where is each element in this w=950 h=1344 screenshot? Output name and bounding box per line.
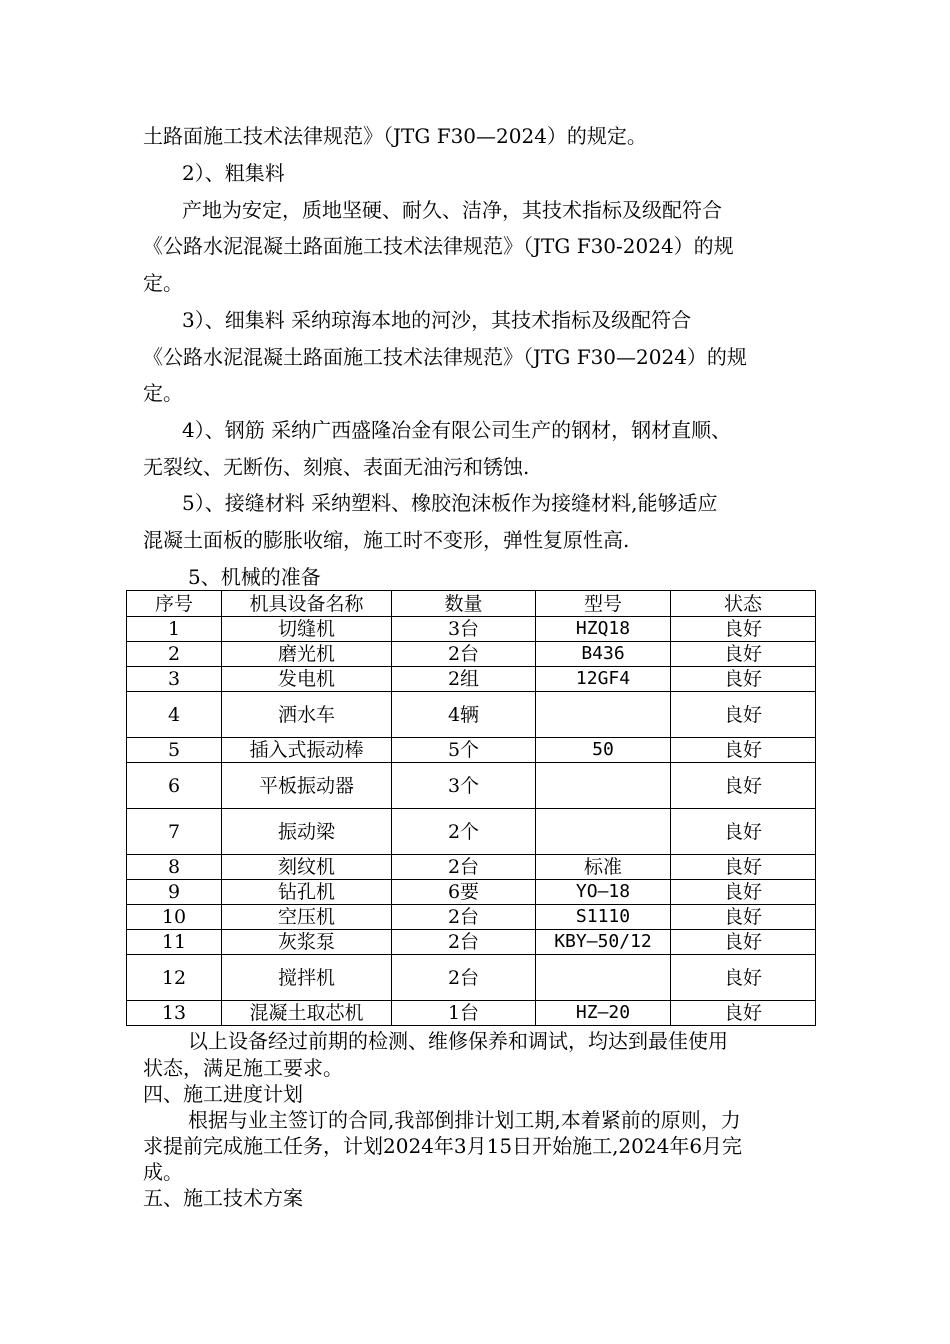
paragraph-line: 混凝土面板的膨胀收缩，施工时不变形，弹性复原性高. (143, 528, 630, 552)
cell-no: 6 (127, 763, 222, 809)
table-row (127, 855, 816, 880)
cell-no: 9 (127, 880, 222, 905)
cell-status: 良好 (671, 617, 816, 642)
cell-qty: 2台 (392, 930, 536, 955)
cell-no: 7 (127, 809, 222, 855)
subheading-rebar: 4）、钢筋 采纳广西盛隆冶金有限公司生产的钢材，钢材直顺、 (182, 418, 732, 442)
cell-no: 11 (127, 930, 222, 955)
cell-model: S1110 (536, 905, 671, 930)
cell-qty: 5个 (392, 738, 536, 763)
col-header: 机具设备名称 (222, 591, 392, 617)
cell-status: 良好 (671, 955, 816, 1001)
table-row (127, 642, 816, 667)
table-row (127, 930, 816, 955)
cell-name: 平板振动器 (222, 763, 392, 809)
col-header: 数量 (392, 591, 536, 617)
cell-status: 良好 (671, 809, 816, 855)
cell-qty: 1台 (392, 1001, 536, 1026)
table-row (127, 667, 816, 692)
cell-model: 50 (536, 738, 671, 763)
cell-status: 良好 (671, 692, 816, 738)
paragraph-line: 根据与业主签订的合同,我部倒排计划工期,本着紧前的原则，力 (188, 1108, 741, 1132)
cell-no: 8 (127, 855, 222, 880)
paragraph-line: 成。 (143, 1160, 183, 1184)
cell-no: 10 (127, 905, 222, 930)
table-row (127, 692, 816, 738)
machinery-table (126, 590, 816, 1026)
subheading-coarse-aggregate: 2）、粗集料 (182, 161, 285, 185)
paragraph-line: 求提前完成施工任务，计划2024年3月15日开始施工,2024年6月完 (143, 1134, 743, 1158)
cell-qty: 2组 (392, 667, 536, 692)
table-row (127, 617, 816, 642)
cell-name: 磨光机 (222, 642, 392, 667)
table-row (127, 955, 816, 1001)
cell-status: 良好 (671, 855, 816, 880)
cell-model (536, 809, 671, 855)
paragraph-line: 以上设备经过前期的检测、维修保养和调试，均达到最佳使用 (188, 1029, 728, 1053)
cell-model: YO—18 (536, 880, 671, 905)
cell-qty: 3个 (392, 763, 536, 809)
cell-model: B436 (536, 642, 671, 667)
cell-no: 3 (127, 667, 222, 692)
cell-name: 空压机 (222, 905, 392, 930)
cell-qty: 2个 (392, 809, 536, 855)
paragraph-line: 定。 (143, 271, 183, 295)
cell-status: 良好 (671, 763, 816, 809)
cell-no: 2 (127, 642, 222, 667)
cell-no: 5 (127, 738, 222, 763)
cell-name: 搅拌机 (222, 955, 392, 1001)
table-row (127, 880, 816, 905)
cell-qty: 3台 (392, 617, 536, 642)
section-heading-machinery: 5、机械的准备 (188, 565, 321, 589)
col-header: 型号 (536, 591, 671, 617)
section-heading-schedule: 四、施工进度计划 (143, 1082, 303, 1106)
paragraph-line: 土路面施工技术法律规范》（JTG F30—2024）的规定。 (143, 124, 647, 148)
cell-qty: 6要 (392, 880, 536, 905)
cell-no: 1 (127, 617, 222, 642)
cell-name: 洒水车 (222, 692, 392, 738)
paragraph-line: 产地为安定，质地坚硬、耐久、洁净，其技术指标及级配符合 (182, 198, 722, 222)
cell-model (536, 763, 671, 809)
cell-name: 发电机 (222, 667, 392, 692)
cell-name: 振动梁 (222, 809, 392, 855)
subheading-joint-material: 5）、接缝材料 采纳塑料、橡胶泡沫板作为接缝材料,能够适应 (182, 491, 718, 515)
cell-qty: 2台 (392, 905, 536, 930)
cell-name: 混凝土取芯机 (222, 1001, 392, 1026)
cell-status: 良好 (671, 667, 816, 692)
cell-name: 切缝机 (222, 617, 392, 642)
cell-model: HZQ18 (536, 617, 671, 642)
cell-model: 标准 (536, 855, 671, 880)
cell-model: HZ—20 (536, 1001, 671, 1026)
cell-status: 良好 (671, 642, 816, 667)
cell-status: 良好 (671, 738, 816, 763)
cell-status: 良好 (671, 930, 816, 955)
paragraph-line: 定。 (143, 381, 183, 405)
section-heading-technical-plan: 五、施工技术方案 (143, 1186, 303, 1210)
paragraph-line: 《公路水泥混凝土路面施工技术法律规范》（JTG F30—2024）的规 (143, 345, 747, 369)
table-header-row (127, 591, 816, 617)
paragraph-line: 无裂纹、无断伤、刻痕、表面无油污和锈蚀. (143, 455, 530, 479)
cell-name: 灰浆泵 (222, 930, 392, 955)
table-row (127, 905, 816, 930)
cell-status: 良好 (671, 905, 816, 930)
paragraph-line: 状态，满足施工要求。 (143, 1056, 343, 1080)
col-header: 序号 (127, 591, 222, 617)
cell-qty: 2台 (392, 642, 536, 667)
cell-status: 良好 (671, 1001, 816, 1026)
table-row (127, 738, 816, 763)
cell-no: 12 (127, 955, 222, 1001)
cell-name: 插入式振动棒 (222, 738, 392, 763)
table-row (127, 809, 816, 855)
table-row (127, 1001, 816, 1026)
cell-model (536, 692, 671, 738)
cell-qty: 4辆 (392, 692, 536, 738)
cell-qty: 2台 (392, 955, 536, 1001)
cell-model: 12GF4 (536, 667, 671, 692)
table-row (127, 763, 816, 809)
cell-no: 13 (127, 1001, 222, 1026)
col-header: 状态 (671, 591, 816, 617)
cell-name: 钻孔机 (222, 880, 392, 905)
cell-qty: 2台 (392, 855, 536, 880)
cell-model (536, 955, 671, 1001)
cell-no: 4 (127, 692, 222, 738)
cell-model: KBY—50/12 (536, 930, 671, 955)
subheading-fine-aggregate: 3）、细集料 采纳琼海本地的河沙，其技术指标及级配符合 (182, 308, 692, 332)
cell-name: 刻纹机 (222, 855, 392, 880)
paragraph-line: 《公路水泥混凝土路面施工技术法律规范》（JTG F30-2024）的规 (143, 234, 734, 258)
cell-status: 良好 (671, 880, 816, 905)
